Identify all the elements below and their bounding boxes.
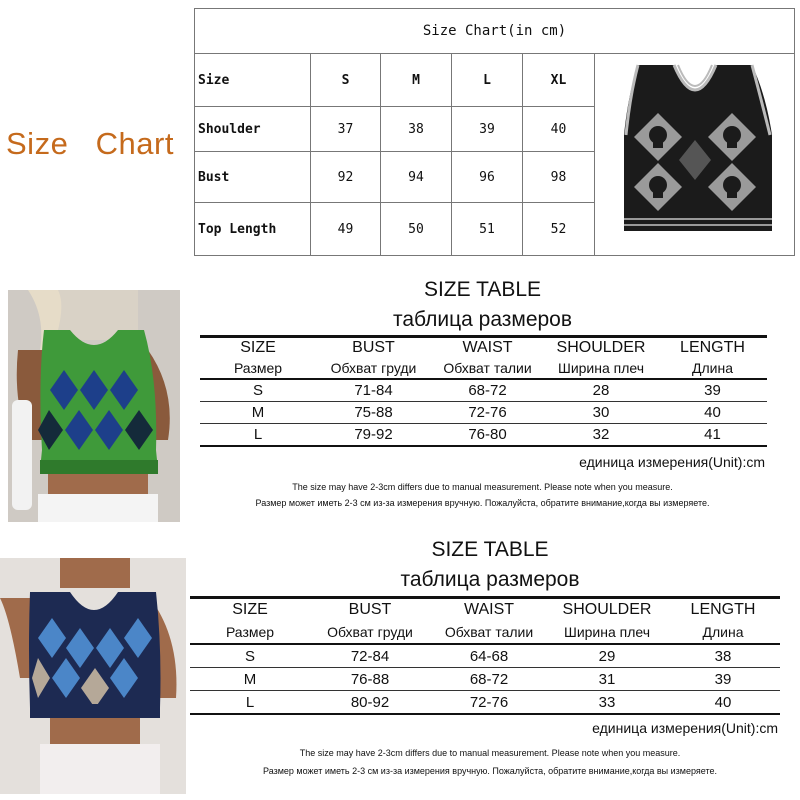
header-cell: S	[311, 54, 381, 107]
size-table-title: SIZE TABLE	[423, 278, 542, 301]
unit-label: единица измерения(Unit):cm	[592, 720, 778, 736]
column-header: BUST	[316, 337, 431, 359]
vest-image-cell	[595, 54, 795, 256]
column-header: SHOULDER	[544, 337, 658, 359]
cell: 39	[666, 668, 780, 691]
cell: 30	[544, 402, 658, 424]
cell: 52	[523, 203, 595, 256]
column-header-ru: Длина	[666, 621, 780, 644]
column-header: LENGTH	[658, 337, 767, 359]
header-cell: M	[381, 54, 452, 107]
cell: 68-72	[431, 379, 544, 402]
cell: 38	[666, 644, 780, 668]
size-table-subtitle: таблица размеров	[392, 308, 573, 331]
cell: 75-88	[316, 402, 431, 424]
size-chart-label: Size Chart	[6, 126, 174, 161]
cell: 29	[548, 644, 666, 668]
header-cell: XL	[523, 54, 595, 107]
table-row	[200, 379, 767, 402]
cell: L	[200, 424, 316, 447]
cell: 31	[548, 668, 666, 691]
size-chart-table	[194, 8, 795, 256]
cell: 76-88	[310, 668, 430, 691]
header-cell: Size	[195, 54, 311, 107]
header-cell: L	[452, 54, 523, 107]
row-label: Shoulder	[195, 107, 311, 152]
cell: S	[190, 644, 310, 668]
cell: 72-76	[431, 402, 544, 424]
column-header: SIZE	[190, 598, 310, 622]
cell: 64-68	[430, 644, 548, 668]
column-header-ru: Обхват груди	[310, 621, 430, 644]
column-header-ru: Обхват талии	[430, 621, 548, 644]
cell: 37	[311, 107, 381, 152]
cell: 51	[452, 203, 523, 256]
cell: 41	[658, 424, 767, 447]
unit-label: единица измерения(Unit):cm	[579, 454, 765, 470]
row-label: Bust	[195, 152, 311, 203]
size-chart-title: Size Chart(in cm)	[195, 9, 795, 54]
cell: 32	[544, 424, 658, 447]
column-header: LENGTH	[666, 598, 780, 622]
cell: 49	[311, 203, 381, 256]
cell: 92	[311, 152, 381, 203]
cell: 40	[666, 691, 780, 715]
measurement-note-en: The size may have 2-3cm differs due to manual measurement. Please note when you measure.	[299, 748, 681, 758]
column-header-ru: Ширина плеч	[544, 358, 658, 379]
column-header-ru: Длина	[658, 358, 767, 379]
column-header: SHOULDER	[548, 598, 666, 622]
cell: 40	[658, 402, 767, 424]
column-header-ru: Ширина плеч	[548, 621, 666, 644]
column-header: SIZE	[200, 337, 316, 359]
size-table	[190, 596, 780, 715]
table-row	[190, 691, 780, 715]
cell: 76-80	[431, 424, 544, 447]
cell: 72-76	[430, 691, 548, 715]
cell: 38	[381, 107, 452, 152]
cell: 40	[523, 107, 595, 152]
column-header: WAIST	[430, 598, 548, 622]
cell: 72-84	[310, 644, 430, 668]
cell: 39	[658, 379, 767, 402]
column-header-ru: Обхват талии	[431, 358, 544, 379]
cell: 50	[381, 203, 452, 256]
cell: 80-92	[310, 691, 430, 715]
model-photo-green-vest	[8, 290, 180, 522]
measurement-note-ru: Размер может иметь 2-3 см из-за измерения вручную. Пожалуйста, обратите внимание,когда вы измеряете.	[255, 498, 710, 508]
cell: M	[190, 668, 310, 691]
cell: 28	[544, 379, 658, 402]
model-photo-navy-vest	[0, 558, 186, 794]
cell: 96	[452, 152, 523, 203]
cell: 98	[523, 152, 595, 203]
cell: L	[190, 691, 310, 715]
size-table	[200, 335, 767, 447]
cell: 94	[381, 152, 452, 203]
cell: 33	[548, 691, 666, 715]
column-header: WAIST	[431, 337, 544, 359]
table-row	[200, 424, 767, 447]
column-header-ru: Обхват груди	[316, 358, 431, 379]
cell: 79-92	[316, 424, 431, 447]
measurement-note-en: The size may have 2-3cm differs due to manual measurement. Please note when you measure.	[292, 482, 673, 492]
skull-vest-image	[596, 55, 794, 251]
table-row	[190, 668, 780, 691]
cell: S	[200, 379, 316, 402]
column-header-ru: Размер	[200, 358, 316, 379]
measurement-note-ru: Размер может иметь 2-3 см из-за измерения вручную. Пожалуйста, обратите внимание,когда вы измеряете.	[262, 766, 718, 776]
column-header-ru: Размер	[190, 621, 310, 644]
size-table-title: SIZE TABLE	[431, 538, 549, 561]
row-label: Top Length	[195, 203, 311, 256]
table-row	[200, 402, 767, 424]
cell: M	[200, 402, 316, 424]
table-row	[190, 644, 780, 668]
size-table-subtitle: таблица размеров	[400, 568, 580, 591]
cell: 68-72	[430, 668, 548, 691]
cell: 71-84	[316, 379, 431, 402]
column-header: BUST	[310, 598, 430, 622]
cell: 39	[452, 107, 523, 152]
